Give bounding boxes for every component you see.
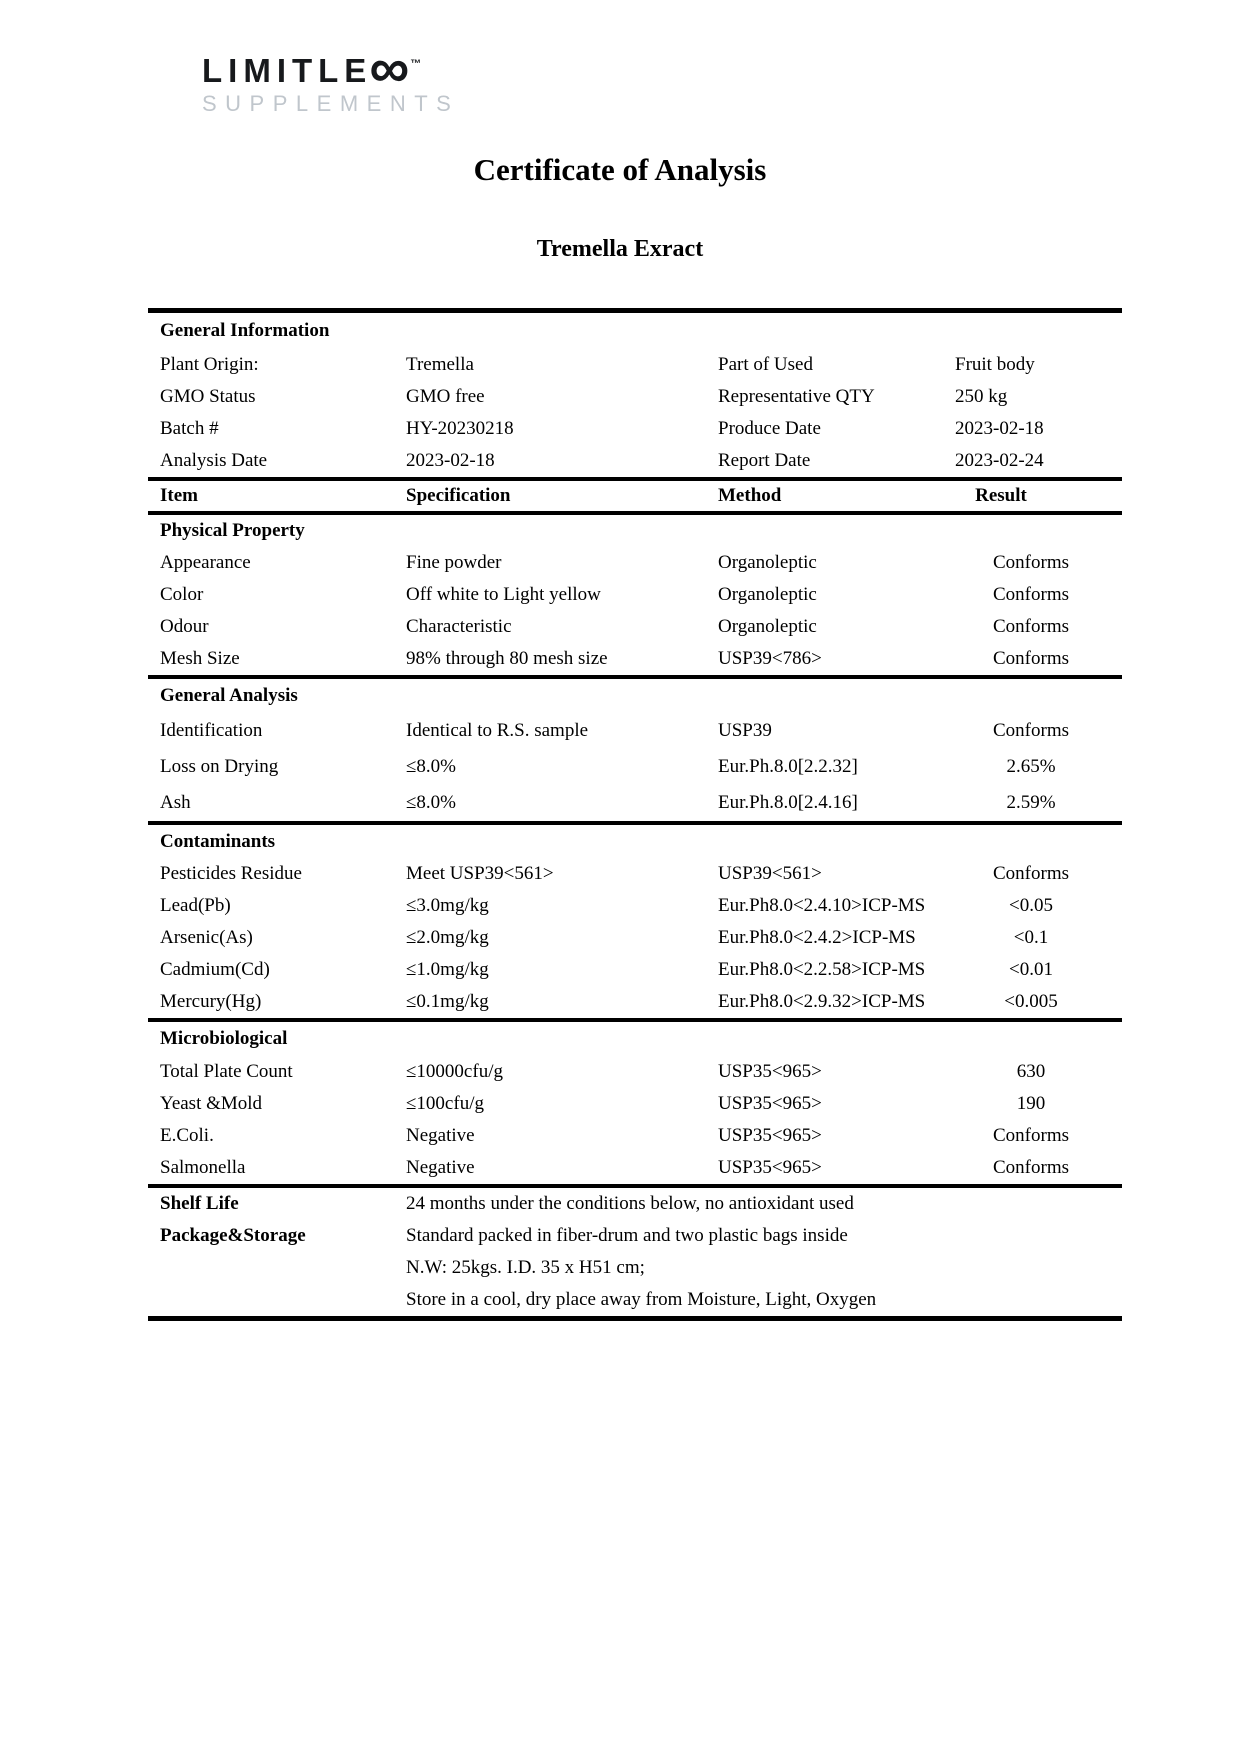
result-cell: <0.05: [1009, 895, 1053, 916]
spec-cell: ≤8.0%: [406, 792, 457, 813]
result-cell: <0.005: [1004, 991, 1058, 1012]
column-header-specification: Specification: [406, 485, 511, 506]
spec-cell: ≤10000cfu/g: [406, 1061, 503, 1082]
result-cell: Conforms: [993, 1125, 1069, 1146]
table-row: [148, 1088, 1122, 1120]
item-cell: Arsenic(As): [160, 927, 253, 948]
spec-cell: ≤0.1mg/kg: [406, 991, 489, 1012]
info-label: Analysis Date: [160, 450, 268, 471]
section-header-row: [148, 313, 1122, 349]
table-row: [148, 858, 1122, 890]
method-cell: Organoleptic: [718, 552, 817, 573]
result-cell: Conforms: [993, 552, 1069, 573]
result-cell: Conforms: [993, 648, 1069, 669]
item-cell: Ash: [160, 792, 191, 813]
info-label: Produce Date: [718, 418, 821, 439]
info-row: [148, 349, 1122, 381]
brand-wordmark: [202, 36, 459, 99]
table-row: [148, 643, 1122, 675]
info-value: 2023-02-18: [406, 450, 495, 471]
method-cell: Organoleptic: [718, 616, 817, 637]
spec-cell: Negative: [406, 1157, 475, 1178]
spec-cell: Off white to Light yellow: [406, 584, 601, 605]
table-row: [148, 1120, 1122, 1152]
method-cell: Eur.Ph.8.0[2.4.16]: [718, 792, 858, 813]
item-cell: Appearance: [160, 552, 251, 573]
section-title-microbiological: Microbiological: [160, 1028, 288, 1049]
item-cell: Pesticides Residue: [160, 863, 302, 884]
table-row: [148, 986, 1122, 1018]
info-label: Report Date: [718, 450, 811, 471]
brand-name-text: LIMITLE: [202, 52, 373, 89]
column-header-row: [148, 481, 1122, 511]
info-row: [148, 413, 1122, 445]
result-cell: Conforms: [993, 584, 1069, 605]
spec-cell: ≤1.0mg/kg: [406, 959, 489, 980]
column-header-result: Result: [975, 485, 1027, 506]
result-cell: 630: [1016, 1061, 1046, 1082]
info-row: [148, 381, 1122, 413]
method-cell: USP35<965>: [718, 1061, 822, 1082]
certificate-table: [148, 308, 1122, 1321]
horizontal-rule: [148, 1316, 1122, 1321]
storage-text: Store in a cool, dry place away from Moisture, Light, Oxygen: [406, 1289, 877, 1310]
spec-cell: ≤3.0mg/kg: [406, 895, 489, 916]
info-row: [148, 445, 1122, 477]
storage-row: [148, 1188, 1122, 1220]
spec-cell: ≤100cfu/g: [406, 1093, 484, 1114]
info-value: Fruit body: [955, 354, 1035, 375]
result-cell: 190: [1016, 1093, 1046, 1114]
spec-cell: Fine powder: [406, 552, 502, 573]
table-row: [148, 749, 1122, 785]
column-header-method: Method: [718, 485, 782, 506]
spec-cell: 98% through 80 mesh size: [406, 648, 608, 669]
result-cell: Conforms: [993, 720, 1069, 741]
table-row: [148, 922, 1122, 954]
spec-cell: Negative: [406, 1125, 475, 1146]
trademark-symbol: ™: [410, 58, 422, 70]
item-cell: Total Plate Count: [160, 1061, 293, 1082]
table-row: [148, 785, 1122, 821]
item-cell: Loss on Drying: [160, 756, 279, 777]
table-row: [148, 1056, 1122, 1088]
item-cell: Salmonella: [160, 1157, 246, 1178]
spec-cell: ≤8.0%: [406, 756, 457, 777]
info-value: 250 kg: [955, 386, 1008, 407]
table-row: [148, 713, 1122, 749]
item-cell: Identification: [160, 720, 263, 741]
info-value: HY-20230218: [406, 418, 514, 439]
storage-row: [148, 1220, 1122, 1252]
method-cell: Eur.Ph8.0<2.9.32>ICP-MS: [718, 991, 926, 1012]
item-cell: Odour: [160, 616, 209, 637]
section-title-contaminants: Contaminants: [160, 830, 276, 852]
table-row: [148, 611, 1122, 643]
result-cell: Conforms: [993, 1157, 1069, 1178]
table-row: [148, 579, 1122, 611]
spec-cell: Identical to R.S. sample: [406, 720, 589, 741]
info-value: 2023-02-18: [955, 418, 1044, 439]
section-title-physical-property: Physical Property: [160, 520, 305, 541]
item-cell: Cadmium(Cd): [160, 959, 270, 980]
item-cell: Lead(Pb): [160, 895, 231, 916]
method-cell: Organoleptic: [718, 584, 817, 605]
result-cell: 2.65%: [1006, 756, 1056, 777]
result-cell: Conforms: [993, 616, 1069, 637]
info-label: Representative QTY: [718, 386, 875, 407]
result-cell: <0.01: [1009, 959, 1053, 980]
method-cell: Eur.Ph8.0<2.4.10>ICP-MS: [718, 895, 926, 916]
storage-text: N.W: 25kgs. I.D. 35 x H51 cm;: [406, 1257, 645, 1278]
method-cell: USP35<965>: [718, 1157, 822, 1178]
storage-row: [148, 1284, 1122, 1316]
info-value: GMO free: [406, 386, 485, 407]
table-row: [148, 890, 1122, 922]
storage-label: Shelf Life: [160, 1193, 239, 1214]
info-value: 2023-02-24: [955, 450, 1044, 471]
info-label: Batch #: [160, 418, 219, 439]
item-cell: Color: [160, 584, 204, 605]
column-header-item: Item: [160, 485, 198, 506]
storage-text: 24 months under the conditions below, no antioxidant used: [406, 1193, 854, 1214]
item-cell: Mesh Size: [160, 648, 240, 669]
table-row: [148, 547, 1122, 579]
section-title-general-information: General Information: [160, 320, 330, 341]
result-cell: <0.1: [1013, 927, 1049, 948]
brand-logo: [202, 36, 460, 117]
info-value: Tremella: [406, 354, 474, 375]
method-cell: USP39: [718, 720, 772, 741]
section-title-general-analysis: General Analysis: [160, 685, 298, 706]
table-row: [148, 1152, 1122, 1184]
result-cell: 2.59%: [1006, 792, 1056, 813]
item-cell: Yeast &Mold: [160, 1093, 263, 1114]
info-label: Part of Used: [718, 354, 813, 375]
brand-subtext: SUPPLEMENTS: [202, 91, 460, 116]
table-row: [148, 954, 1122, 986]
storage-text: Standard packed in fiber-drum and two plastic bags inside: [406, 1225, 848, 1246]
method-cell: USP35<965>: [718, 1125, 822, 1146]
storage-label: Package&Storage: [160, 1225, 306, 1246]
result-cell: Conforms: [993, 863, 1069, 884]
storage-row: [148, 1252, 1122, 1284]
infinity-icon: ∞: [369, 36, 410, 99]
method-cell: USP39<786>: [718, 648, 822, 669]
method-cell: Eur.Ph.8.0[2.2.32]: [718, 756, 858, 777]
item-cell: Mercury(Hg): [160, 991, 262, 1012]
product-name: Tremella Exract: [536, 236, 704, 262]
spec-cell: ≤2.0mg/kg: [406, 927, 489, 948]
item-cell: E.Coli.: [160, 1125, 214, 1146]
document-title: Certificate of Analysis: [473, 152, 767, 187]
method-cell: Eur.Ph8.0<2.2.58>ICP-MS: [718, 959, 926, 980]
info-label: GMO Status: [160, 386, 256, 407]
spec-cell: Characteristic: [406, 616, 512, 637]
spec-cell: Meet USP39<561>: [406, 863, 554, 884]
method-cell: Eur.Ph8.0<2.4.2>ICP-MS: [718, 927, 916, 948]
method-cell: USP39<561>: [718, 863, 822, 884]
info-label: Plant Origin:: [160, 354, 259, 375]
method-cell: USP35<965>: [718, 1093, 822, 1114]
